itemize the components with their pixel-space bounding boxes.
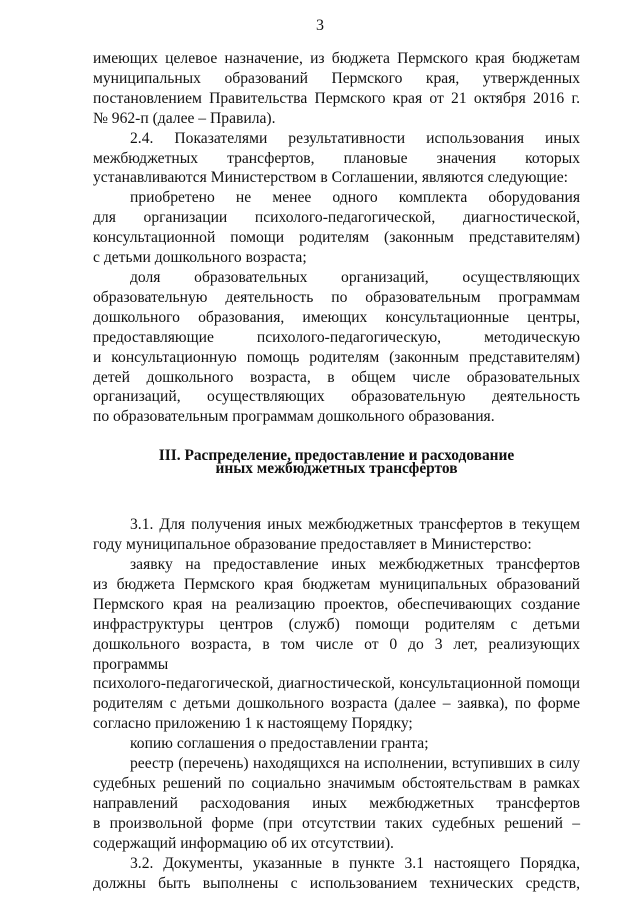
page-number: 3 xyxy=(316,17,324,34)
paragraph-3-1 xyxy=(93,515,580,555)
text-line: из бюджета Пермского края бюджетам муниципальных образований xyxy=(93,575,580,593)
text-line: заявку на предоставление иных межбюджетных трансфертов xyxy=(130,556,580,574)
spacer xyxy=(93,475,580,515)
text-line: согласно приложению 1 к настоящему Порядку; xyxy=(93,715,413,733)
text-line: году муниципальное образование предоставляет в Министерство: xyxy=(93,536,532,554)
text-line: с детьми дошкольного возраста; xyxy=(93,249,307,267)
text-line: имеющих целевое назначение, из бюджета Пермского края бюджетам xyxy=(93,50,580,67)
text-line: в произвольной форме (при отсутствии таких судебных решений – xyxy=(93,814,580,832)
section-heading-line-2: иных межбюджетных трансфертов xyxy=(215,459,458,477)
text-line: консультационной помощи родителям (законным представителям) xyxy=(93,229,580,247)
text-line: приобретено не менее одного комплекта оборудования xyxy=(130,189,580,207)
text-line: 3.2. Документы, указанные в пункте 3.1 настоящего Порядка, xyxy=(130,854,580,872)
text-line: дошкольного возраста, в том числе от 0 до 3 лет, реализующих программы xyxy=(93,635,580,673)
document-body xyxy=(93,49,580,893)
section-heading-line-1: III. Распределение, предоставление и расходование xyxy=(158,447,515,465)
text-line: доля образовательных организаций, осуществляющих xyxy=(130,268,580,286)
paragraph-registry xyxy=(93,754,580,854)
text-line: организаций, осуществляющих образовательную деятельность xyxy=(93,388,580,406)
text-line: по образовательным программам дошкольного образования. xyxy=(93,408,495,426)
text-line: дошкольного образования, имеющих консультационные центры, xyxy=(93,308,580,326)
paragraph-grant-copy xyxy=(93,734,580,754)
text-line: межбюджетных трансфертов, плановые значения которых xyxy=(93,149,580,167)
text-line: направлений расходования иных межбюджетных трансфертов xyxy=(93,794,580,812)
text-line: судебных решений по социально значимым обстоятельствам в рамках xyxy=(93,775,580,792)
text-line: постановлением Правительства Пермского края от 21 октября 2016 г. xyxy=(93,89,580,107)
text-line: образовательную деятельность по образовательным программам xyxy=(93,288,580,306)
text-line: предоставляющие психолого-педагогическую, методическую xyxy=(93,328,580,346)
text-line: копию соглашения о предоставлении гранта; xyxy=(130,735,429,753)
text-line: муниципальных образований Пермского края, утвержденных xyxy=(93,69,580,87)
paragraph-equipment-indicator xyxy=(93,188,580,268)
paragraph-2-4 xyxy=(93,129,580,189)
paragraph-3-2 xyxy=(93,854,580,894)
text-line: № 962-п (далее – Правила). xyxy=(93,109,276,127)
text-line: устанавливаются Министерством в Соглашении, являются следующие: xyxy=(93,169,568,187)
paragraph-application xyxy=(93,555,580,734)
section-heading xyxy=(93,447,580,477)
text-line: 3.1. Для получения иных межбюджетных трансфертов в текущем xyxy=(130,516,580,534)
paragraph-share-indicator xyxy=(93,268,580,427)
text-line: психолого-педагогической, диагностической, консультационной помощи xyxy=(93,675,580,693)
text-line: родителям с детьми дошкольного возраста (далее – заявка), по форме xyxy=(93,695,580,713)
text-line: реестр (перечень) находящихся на исполнении, вступивших в силу xyxy=(130,755,580,773)
paragraph-rules-reference xyxy=(93,49,580,129)
text-line: 2.4. Показателями результативности использования иных xyxy=(130,129,580,147)
text-line: для организации психолого-педагогической, диагностической, xyxy=(93,209,580,227)
text-line: Пермского края на реализацию проектов, обеспечивающих создание xyxy=(93,595,580,613)
text-line: должны быть выполнены с использованием технических средств, xyxy=(93,874,580,892)
text-line: инфраструктуры центров (служб) помощи родителям с детьми xyxy=(93,615,580,633)
text-line: и консультационную помощь родителям (законным представителям) xyxy=(93,348,580,366)
text-line: детей дошкольного возраста, в общем числе образовательных xyxy=(93,368,580,386)
text-line: содержащий информацию об их отсутствии). xyxy=(93,834,394,852)
